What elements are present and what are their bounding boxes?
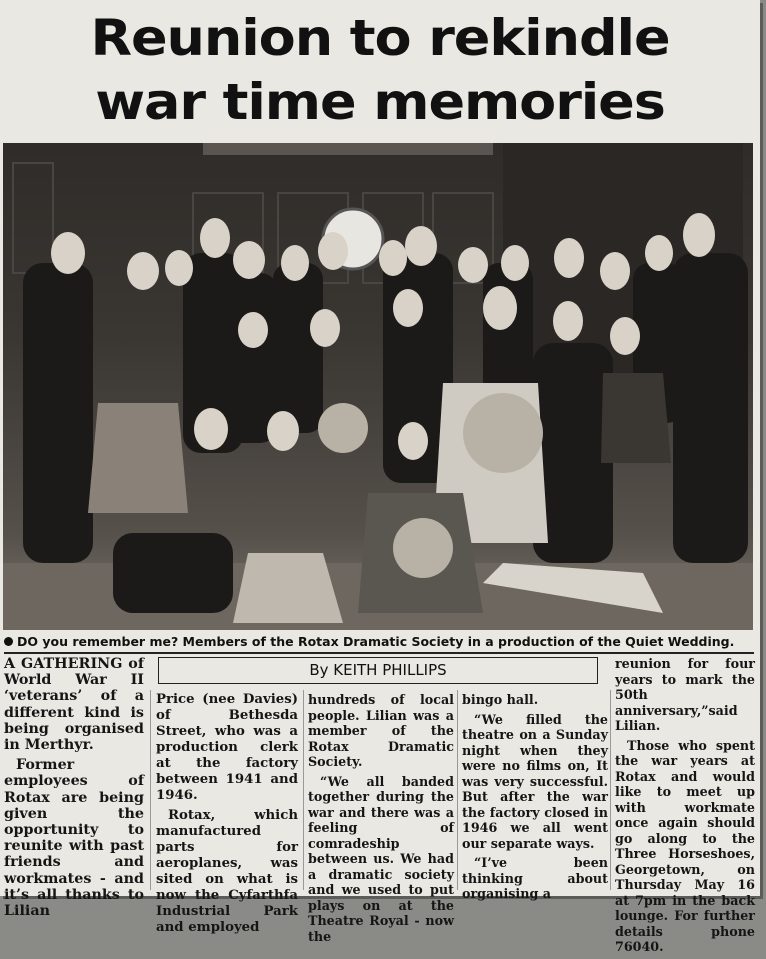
article-column-2 bbox=[156, 692, 298, 940]
headline-line-2: war time memories bbox=[95, 73, 665, 131]
column-divider bbox=[457, 690, 458, 890]
paragraph: Price (nee Davies) of Bethesda Street, who was a production clerk at the factory between 1941 and 1946. bbox=[156, 692, 298, 803]
paragraph: Former employees of Rotax are being given the opportunity to reunite with past friends and workmates - and it’s all thanks to Lilian bbox=[4, 757, 144, 920]
byline: By KEITH PHILLIPS bbox=[158, 657, 598, 684]
paragraph: reunion for four years to mark the 50th anniversary,”said Lilian. bbox=[615, 656, 755, 733]
headline bbox=[8, 0, 752, 142]
article-column-3 bbox=[308, 692, 454, 948]
group-photo-illustration bbox=[3, 143, 753, 630]
photo-caption bbox=[4, 634, 754, 649]
caption-text: DO you remember me? Members of the Rotax Dramatic Society in a production of the Quiet Wedding. bbox=[17, 634, 735, 649]
headline-line-1: Reunion to rekindle bbox=[90, 9, 670, 67]
paragraph: Those who spent the war years at Rotax and would like to meet up with workmate once again should go along to the Three Horseshoes, Georgetown, on Thursday May 16 at 7pm in the back lounge. For further details phone 76040. bbox=[615, 737, 755, 954]
paragraph: “We all banded together during the war and there was a feeling of comradeship between us. We had a dramatic society and we used to put plays on at the Theatre Royal - now the bbox=[308, 773, 454, 944]
paragraph: A GATHERING of World War II ‘veterans’ of a different kind is being organised in Merthyr. bbox=[4, 656, 144, 754]
column-divider bbox=[610, 690, 611, 890]
article-column-5 bbox=[615, 656, 755, 959]
column-divider bbox=[303, 690, 304, 890]
bullet-icon bbox=[4, 637, 13, 646]
article-column-1 bbox=[4, 656, 144, 923]
paragraph: hundreds of local people. Lilian was a member of the Rotax Dramatic Society. bbox=[308, 692, 454, 769]
article-column-4 bbox=[462, 692, 608, 906]
group-photo bbox=[3, 143, 753, 630]
paragraph: “I’ve been thinking about organising a bbox=[462, 855, 608, 901]
paragraph: Rotax, which manufactured parts for aeroplanes, was sited on what is now the Cyfarthfa Industrial Park and employed bbox=[156, 808, 298, 935]
paragraph: “We filled the theatre on a Sunday night when they were no films on, It was very successful. But after the war the factory closed in 1946 we all went our separate ways. bbox=[462, 711, 608, 851]
divider bbox=[4, 652, 754, 654]
column-divider bbox=[150, 690, 151, 890]
paragraph: bingo hall. bbox=[462, 692, 539, 707]
